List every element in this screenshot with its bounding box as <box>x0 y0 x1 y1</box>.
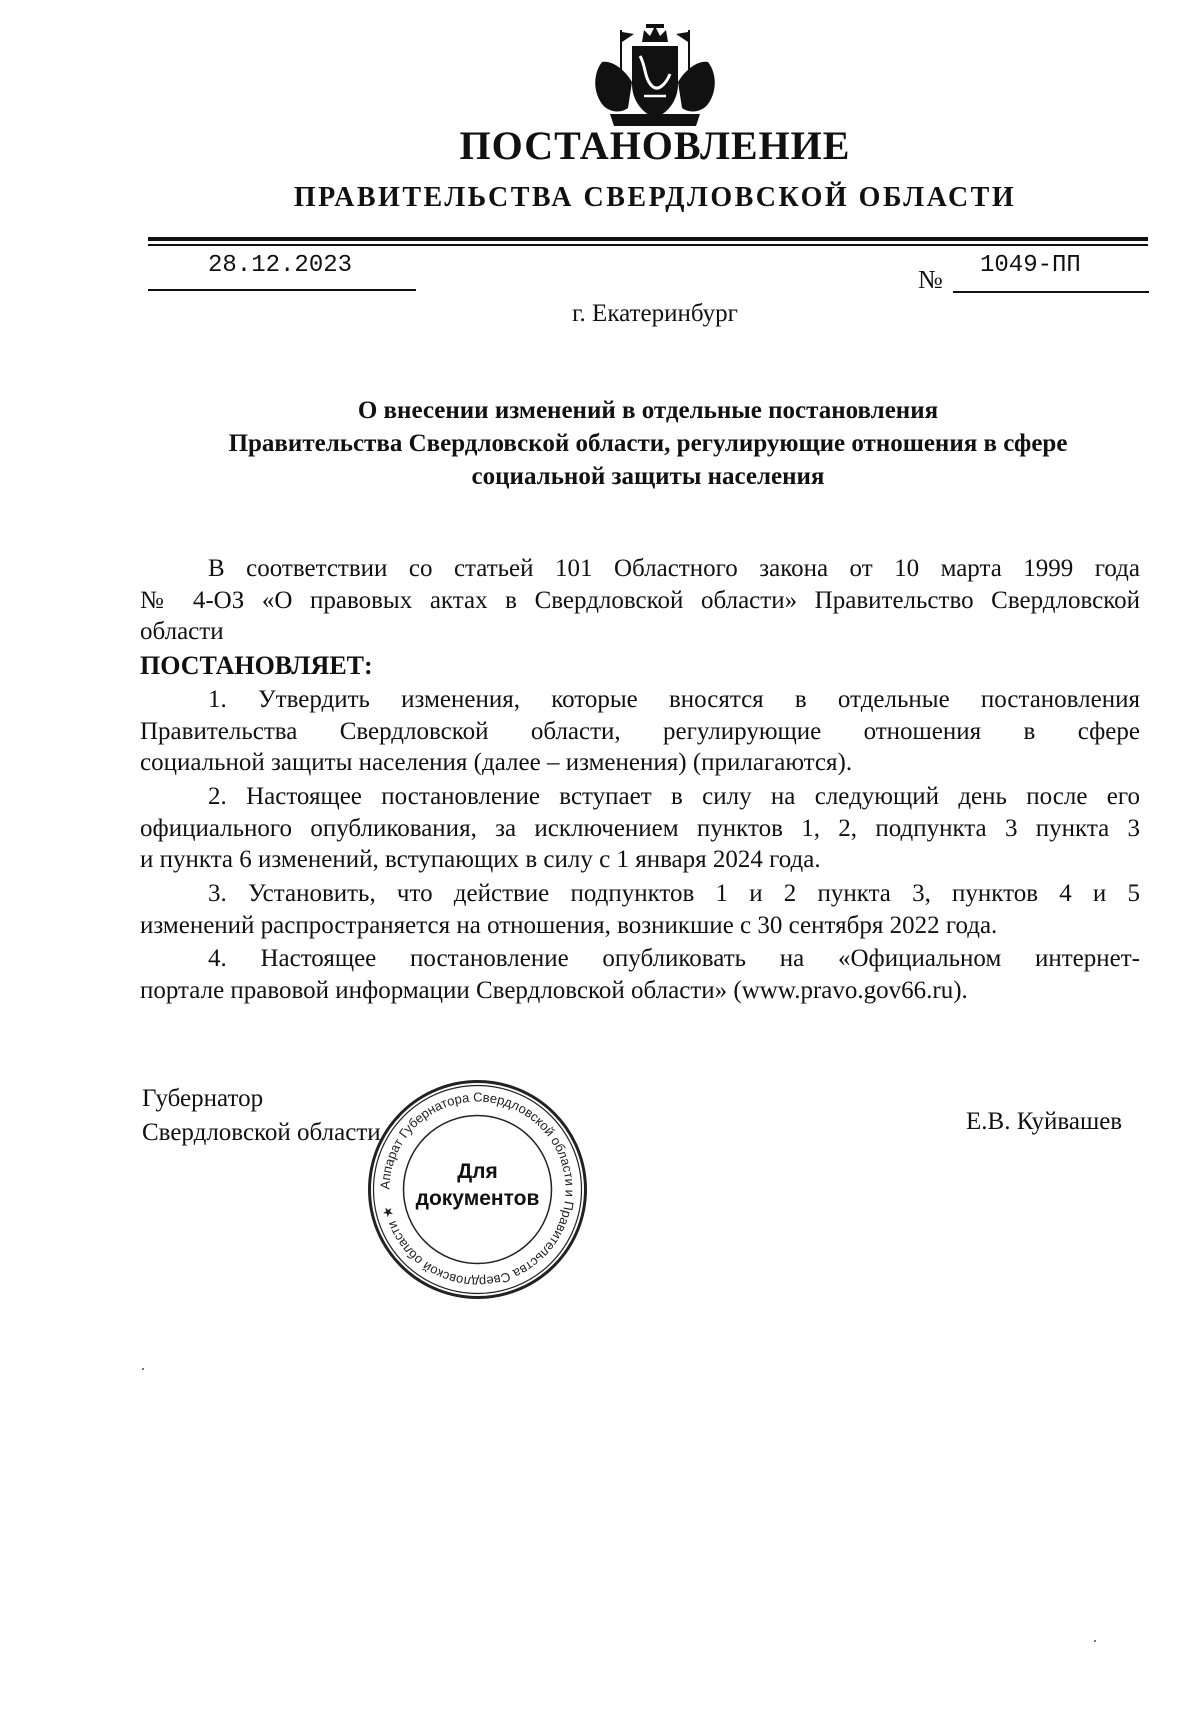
signatory-name: Е.В. Куйвашев <box>966 1108 1123 1135</box>
item-line: социальной защиты населения (далее – изменения) (прилагаются). <box>140 749 853 776</box>
preamble-line: В соответствии со статьей 101 Областного закона от 10 марта 1999 года <box>208 555 1140 582</box>
heading-line: социальной защиты населения <box>471 463 825 490</box>
preamble-line: № 4-ОЗ «О правовых актах в Свердловской области» Правительство Свердловской <box>140 586 1140 614</box>
item-line: официального опубликования, за исключением пунктов 1, 2, подпункта 3 пункта 3 <box>140 814 1140 842</box>
position-line: Губернатор <box>142 1085 264 1112</box>
coat-of-arms-emblem <box>580 22 730 132</box>
issue-city: г. Екатеринбург <box>572 300 738 327</box>
preamble-line: области <box>140 618 224 645</box>
heading-line: Правительства Свердловской области, регулирующие отношения в сфере <box>228 430 1068 457</box>
item-line: 2. Настоящее постановление вступает в силу на следующий день после его <box>208 783 1140 810</box>
number-sign: № <box>918 265 943 294</box>
decree-item-4 <box>140 943 1140 1006</box>
item-line: и пункта 6 изменений, вступающих в силу с 1 января 2024 года. <box>140 846 821 873</box>
stamp-ring-text: Аппарат Губернатора Свердловской области и Правительства Свердловской области ★ <box>377 1089 578 1290</box>
date-underline <box>148 289 416 291</box>
document-heading <box>148 394 1148 493</box>
decree-item-3 <box>140 878 1140 941</box>
decree-item-2 <box>140 781 1140 876</box>
number-underline <box>953 291 1149 293</box>
item-line: портале правовой информации Свердловской области» (www.pravo.gov66.ru). <box>140 976 968 1004</box>
position-line: Свердловской области <box>142 1119 381 1146</box>
scan-speck <box>142 1368 144 1370</box>
issuer-subtitle: ПРАВИТЕЛЬСТВА СВЕРДЛОВСКОЙ ОБЛАСТИ <box>293 182 1017 213</box>
item-line: изменений распространяется на отношения, возникшие с 30 сентября 2022 года. <box>140 911 998 939</box>
stamp-center-line: документов <box>415 1187 540 1210</box>
round-seal-stamp <box>365 1077 590 1302</box>
heading-line: О внесении изменений в отдельные постановления <box>357 397 939 424</box>
signatory-position <box>142 1082 381 1150</box>
header-divider-thin <box>148 244 1148 246</box>
stamp-center-line: Для <box>457 1160 498 1183</box>
item-line: 4. Настоящее постановление опубликовать на «Официальном интернет- <box>208 945 1140 972</box>
item-line: 3. Установить, что действие подпунктов 1 и 2 пункта 3, пунктов 4 и 5 <box>208 880 1140 907</box>
item-line: 1. Утвердить изменения, которые вносятся в отдельные постановления <box>208 686 1140 713</box>
document-number: 1049-ПП <box>980 252 1081 279</box>
decree-item-1 <box>140 684 1140 779</box>
header-divider-thick <box>148 237 1148 241</box>
document-type-title: ПОСТАНОВЛЕНИЕ <box>459 123 851 168</box>
document-date: 28.12.2023 <box>208 252 353 279</box>
scan-speck <box>1094 1640 1096 1642</box>
item-line: Правительства Свердловской области, регулирующие отношения в сфере <box>140 717 1140 745</box>
decree-word: ПОСТАНОВЛЯЕТ: <box>140 651 373 680</box>
preamble-paragraph <box>140 553 1140 648</box>
